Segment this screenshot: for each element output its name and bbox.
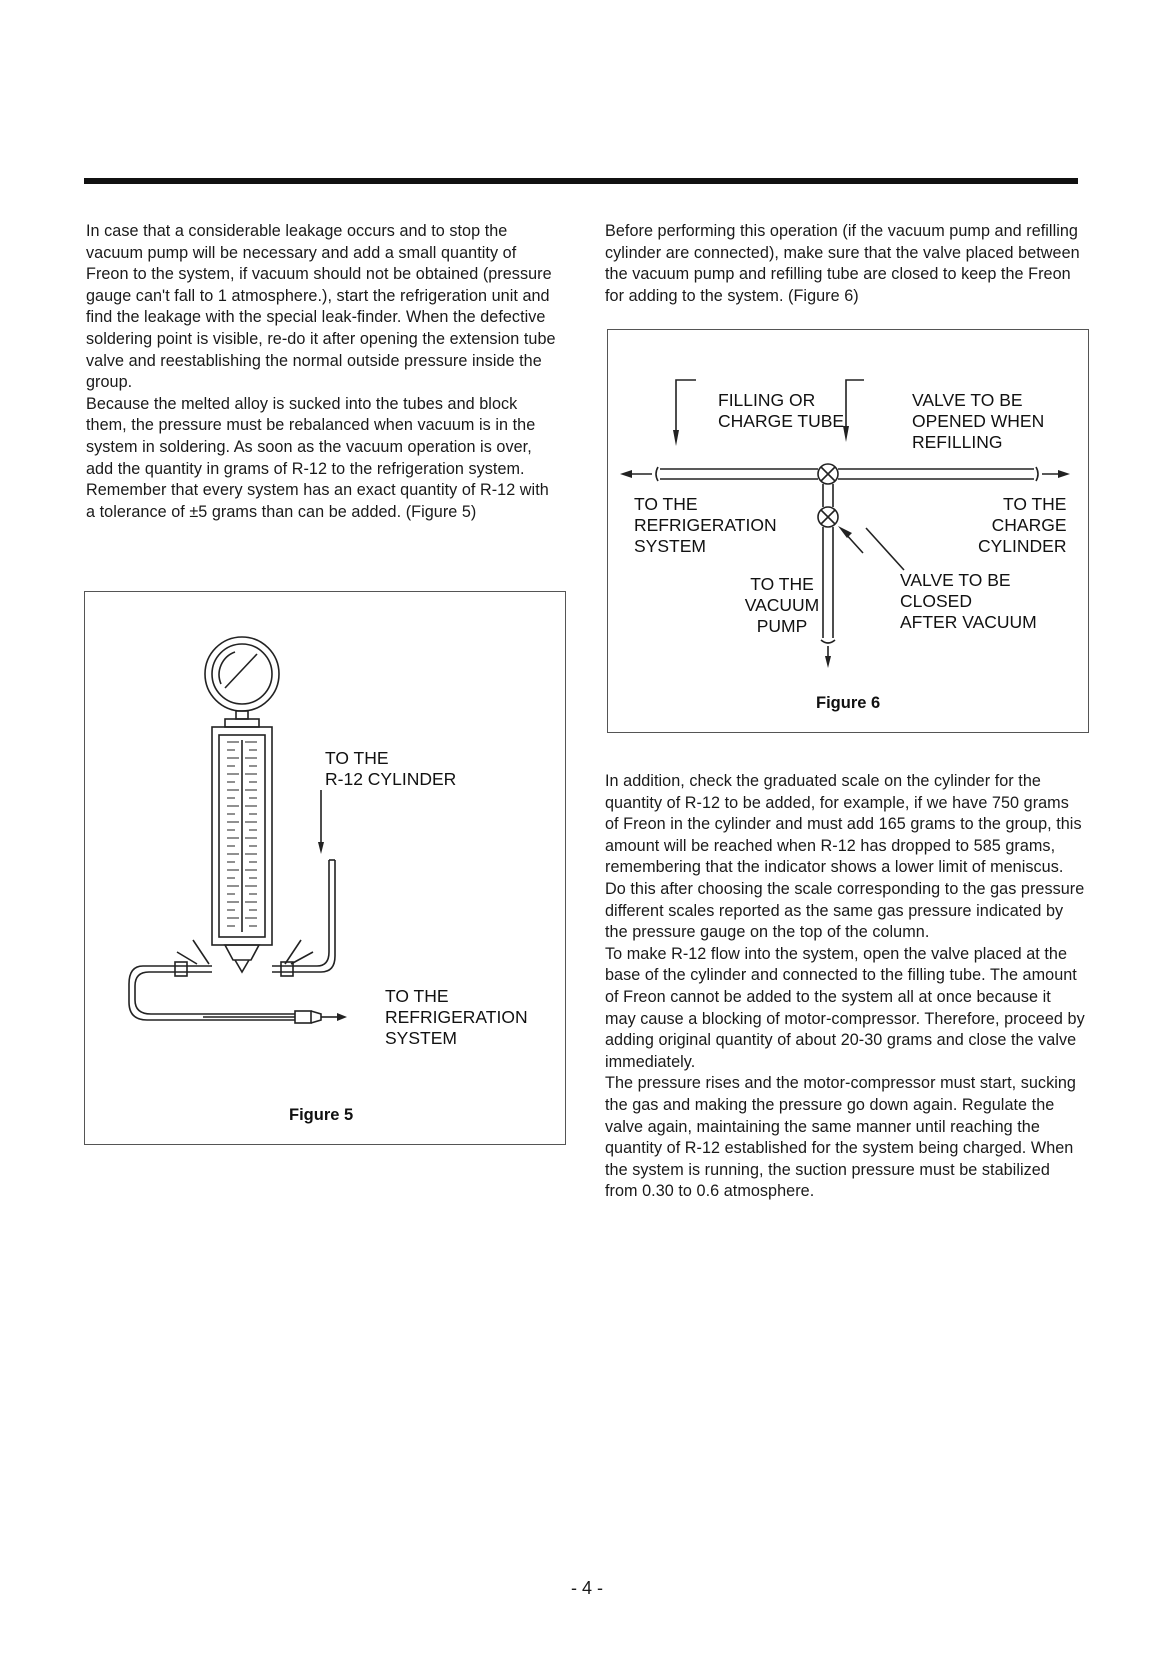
paragraph-before-operation: Before performing this operation (if the vacuum pump and refilling cylinder are connected), make sure that the valve placed between the vacuum pump and refilling tube are closed to keep the Freon for adding to the system. (Figure 6) — [605, 222, 1080, 305]
label-valve-opened-refilling: VALVE TO BE OPENED WHEN REFILLING — [912, 390, 1045, 452]
label-to-vacuum-pump: TO THE VACUUM PUMP — [744, 574, 820, 636]
label-to-r12-cylinder: TO THE R-12 CYLINDER — [325, 748, 457, 789]
figure-6-box — [607, 329, 1089, 733]
right-column-text — [605, 771, 1085, 1203]
figure-6-caption: Figure 6 — [816, 694, 881, 712]
pressure-gauge-icon — [205, 637, 279, 711]
label-valve-closed-after-vacuum: VALVE TO BE CLOSED AFTER VACUUM — [900, 570, 1037, 632]
paragraph-graduated-scale: In addition, check the graduated scale on the cylinder for the quantity of R-12 to be added, for example, if we have 750 grams of Freon in the cylinder and must add 165 grams to the group, this amount will be reached when R-12 has dropped to 585 grams, remembering that the indicator shows a lower limit of meniscus. Do this after choosing the scale corresponding to the gas pressure different scales reported as the same gas pressure indicated by the pressure gauge on the top of the column. — [605, 772, 1085, 942]
header-rule — [84, 178, 1078, 184]
figure-5-caption: Figure 5 — [289, 1106, 354, 1124]
paragraph-leakage: In case that a considerable leakage occurs and to stop the vacuum pump will be necessary and add a small quantity of Freon to the system, if vacuum should not be obtained (pressure gauge can't fall to 1 atmosphere.), start the refrigeration unit and find the leakage with the special leak-finder. When the defective soldering point is visible, re-do it after opening the extension tube valve and reestablishing the normal outside pressure inside the group. — [86, 222, 556, 392]
left-column-text — [86, 221, 556, 523]
paragraph-melted-alloy: Because the melted alloy is sucked into the tubes and block them, the pressure must be rebalanced when vacuum is in the system in soldering. As soon as the vacuum operation is over, add the quantity in grams of R-12 to the refrigeration system. Remember that every system has an exact quantity of R-12 with a tolerance of ±5 grams than can be added. (Figure 5) — [86, 394, 549, 521]
label-to-refrigeration-system: TO THE REFRIGERATION SYSTEM — [634, 494, 777, 556]
label-to-refrigeration-system: TO THE REFRIGERATION SYSTEM — [385, 986, 528, 1048]
paragraph-r12-flow: To make R-12 flow into the system, open the valve placed at the base of the cylinder and connected to the filling tube. The amount of Freon cannot be added to the system all at once because it may cause a blocking of motor-compressor. Therefore, proceed by adding original quantity of about 20-30 grams and close the valve immediately. — [605, 944, 1085, 1071]
figure-5-box — [84, 591, 566, 1145]
paragraph-pressure-rises: The pressure rises and the motor-compressor must start, sucking the gas and making the pressure go down again. Regulate the valve again, maintaining the same manner until reaching the quantity of R-12 established for the system being charged. When the system is running, the suction pressure must be stabilized from 0.30 to 0.6 atmosphere. — [605, 1074, 1076, 1201]
page-number: - 4 - — [570, 1578, 603, 1598]
right-column-intro — [605, 221, 1085, 307]
label-filling-charge-tube: FILLING OR CHARGE TUBE — [718, 390, 845, 431]
label-to-charge-cylinder: TO THE CHARGE CYLINDER — [978, 494, 1067, 556]
figure-5-diagram — [85, 592, 565, 1144]
